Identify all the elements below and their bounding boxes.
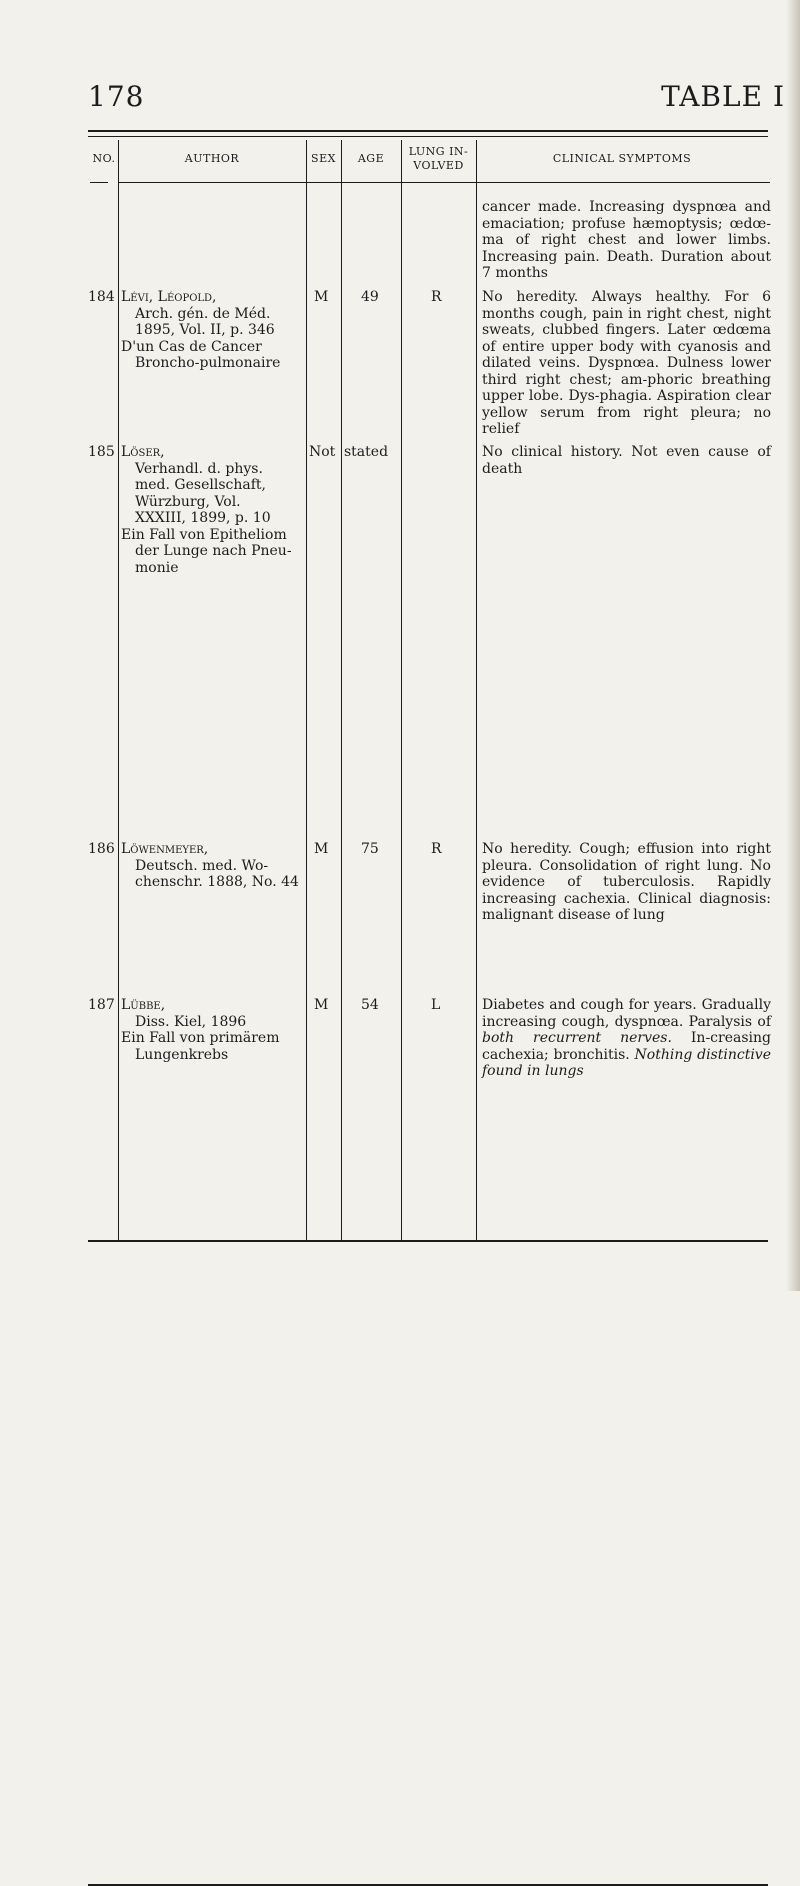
row-185-author-line: monie bbox=[135, 559, 179, 576]
row-187-symptoms-part: Diabetes and cough for years. Gradually increasing cough, dyspnœa. Paralysis of bbox=[482, 997, 771, 1030]
row-185-sex: Not bbox=[309, 444, 336, 460]
row-185-author-line: Verhandl. d. phys. bbox=[135, 460, 263, 477]
row-186-author-name: Löwenmeyer, bbox=[121, 841, 209, 857]
col-divider-sex bbox=[341, 140, 342, 1241]
col-head-age: AGE bbox=[357, 152, 385, 165]
row-187-author bbox=[121, 997, 311, 1063]
row-187-symptoms-italic: both recurrent nerves. bbox=[482, 1030, 672, 1046]
row-184-age: 49 bbox=[361, 289, 379, 305]
row-187-author-line: Ein Fall von primärem bbox=[121, 1030, 280, 1046]
row-187-lung: L bbox=[431, 997, 441, 1013]
col-head-symptoms: CLINICAL SYMPTOMS bbox=[552, 152, 692, 165]
col-head-lung-line2: VOLVED bbox=[413, 159, 464, 172]
page-edge-shadow bbox=[786, 0, 800, 1291]
row-184-sex: M bbox=[314, 289, 329, 305]
row-184-author-line: D'un Cas de Cancer bbox=[121, 338, 262, 355]
col-divider-no bbox=[118, 140, 119, 1241]
row-185-symptoms: No clinical history. Not even cause of death bbox=[482, 444, 771, 477]
row-184-author-line: Arch. gén. de Méd. bbox=[135, 305, 271, 322]
row-184-author-line: Broncho-pulmonaire bbox=[135, 355, 281, 371]
row-185-author-line: Ein Fall von Epitheliom bbox=[121, 526, 287, 543]
row-185-author-name: Löser, bbox=[121, 444, 165, 460]
row-187-author-line: Diss. Kiel, 1896 bbox=[135, 1013, 247, 1030]
page-number: 178 bbox=[88, 80, 145, 113]
row-184-author-line: 1895, Vol. II, p. 346 bbox=[135, 322, 275, 338]
row-187-no: 187 bbox=[88, 997, 115, 1013]
row-186-no: 186 bbox=[88, 841, 115, 857]
header-rule-main bbox=[118, 182, 770, 183]
row-184-lung: R bbox=[431, 289, 442, 305]
row-187-symptoms-part: In-creasing cachexia; bronchitis. bbox=[482, 1030, 771, 1063]
row-185-no: 185 bbox=[88, 444, 115, 460]
row-186-author bbox=[121, 841, 311, 891]
row-184-symptoms: No heredity. Always healthy. For 6 months cough, pain in right chest, night sweats, clubbed fingers. Later œdœma of entire upper body with cyanosis and dilated veins. Dyspnœa. Dulness lower third right chest; am-phoric breathing upper lobe. Dys-phagia. Aspiration clear yellow serum from right pleura; no relief bbox=[482, 289, 771, 437]
header-rule-no bbox=[90, 182, 108, 183]
row-184-no: 184 bbox=[88, 289, 115, 305]
row-186-author-line: chenschr. 1888, No. 44 bbox=[135, 874, 299, 890]
row-187-age: 54 bbox=[361, 997, 379, 1013]
row-185-author bbox=[121, 444, 311, 576]
top-rule-thin bbox=[88, 136, 768, 137]
row-186-age: 75 bbox=[361, 841, 379, 857]
row-186-lung: R bbox=[431, 841, 442, 857]
col-divider-age bbox=[401, 140, 402, 1241]
row-186-sex: M bbox=[314, 841, 329, 857]
row-187-symptoms bbox=[482, 997, 771, 1080]
col-head-no: NO. bbox=[92, 152, 116, 165]
col-head-lung-line1: LUNG IN- bbox=[408, 145, 469, 158]
col-divider-lung bbox=[476, 140, 477, 1241]
col-head-author: AUTHOR bbox=[184, 152, 240, 165]
row-187-sex: M bbox=[314, 997, 329, 1013]
col-head-lung bbox=[401, 145, 476, 173]
bottom-rule-visible bbox=[88, 1240, 768, 1242]
row-185-author-line: XXXIII, 1899, p. 10 bbox=[135, 510, 271, 526]
row-185-author-line: Würzburg, Vol. bbox=[135, 493, 241, 510]
row-187-author-line: Lungenkrebs bbox=[135, 1046, 229, 1063]
symptoms-continuation: cancer made. Increasing dyspnœa and emaciation; profuse hæmoptysis; œdœ-ma of right chest and lower limbs. Increasing pain. Death. Duration about 7 months bbox=[482, 199, 771, 281]
col-head-sex: SEX bbox=[311, 152, 336, 165]
top-rule-thick bbox=[88, 130, 768, 132]
row-187-symptoms-italic: Nothing distinctive found in lungs bbox=[482, 1046, 771, 1079]
row-186-symptoms: No heredity. Cough; effusion into right pleura. Consolidation of right lung. No evidence of tuberculosis. Rapidly increasing cachexia. Clinical diagnosis: malignant disease of lung bbox=[482, 841, 771, 923]
row-184-author bbox=[121, 289, 311, 372]
page-title: TABLE I bbox=[661, 80, 785, 113]
row-187-author-name: Lübbe, bbox=[121, 997, 166, 1013]
row-184-author-name: Lévi, Léopold, bbox=[121, 289, 217, 305]
row-186-author-line: Deutsch. med. Wo- bbox=[135, 857, 269, 874]
row-185-author-line: med. Gesellschaft, bbox=[135, 477, 266, 493]
row-185-author-line: der Lunge nach Pneu- bbox=[135, 543, 292, 559]
row-185-age: stated bbox=[344, 444, 389, 460]
